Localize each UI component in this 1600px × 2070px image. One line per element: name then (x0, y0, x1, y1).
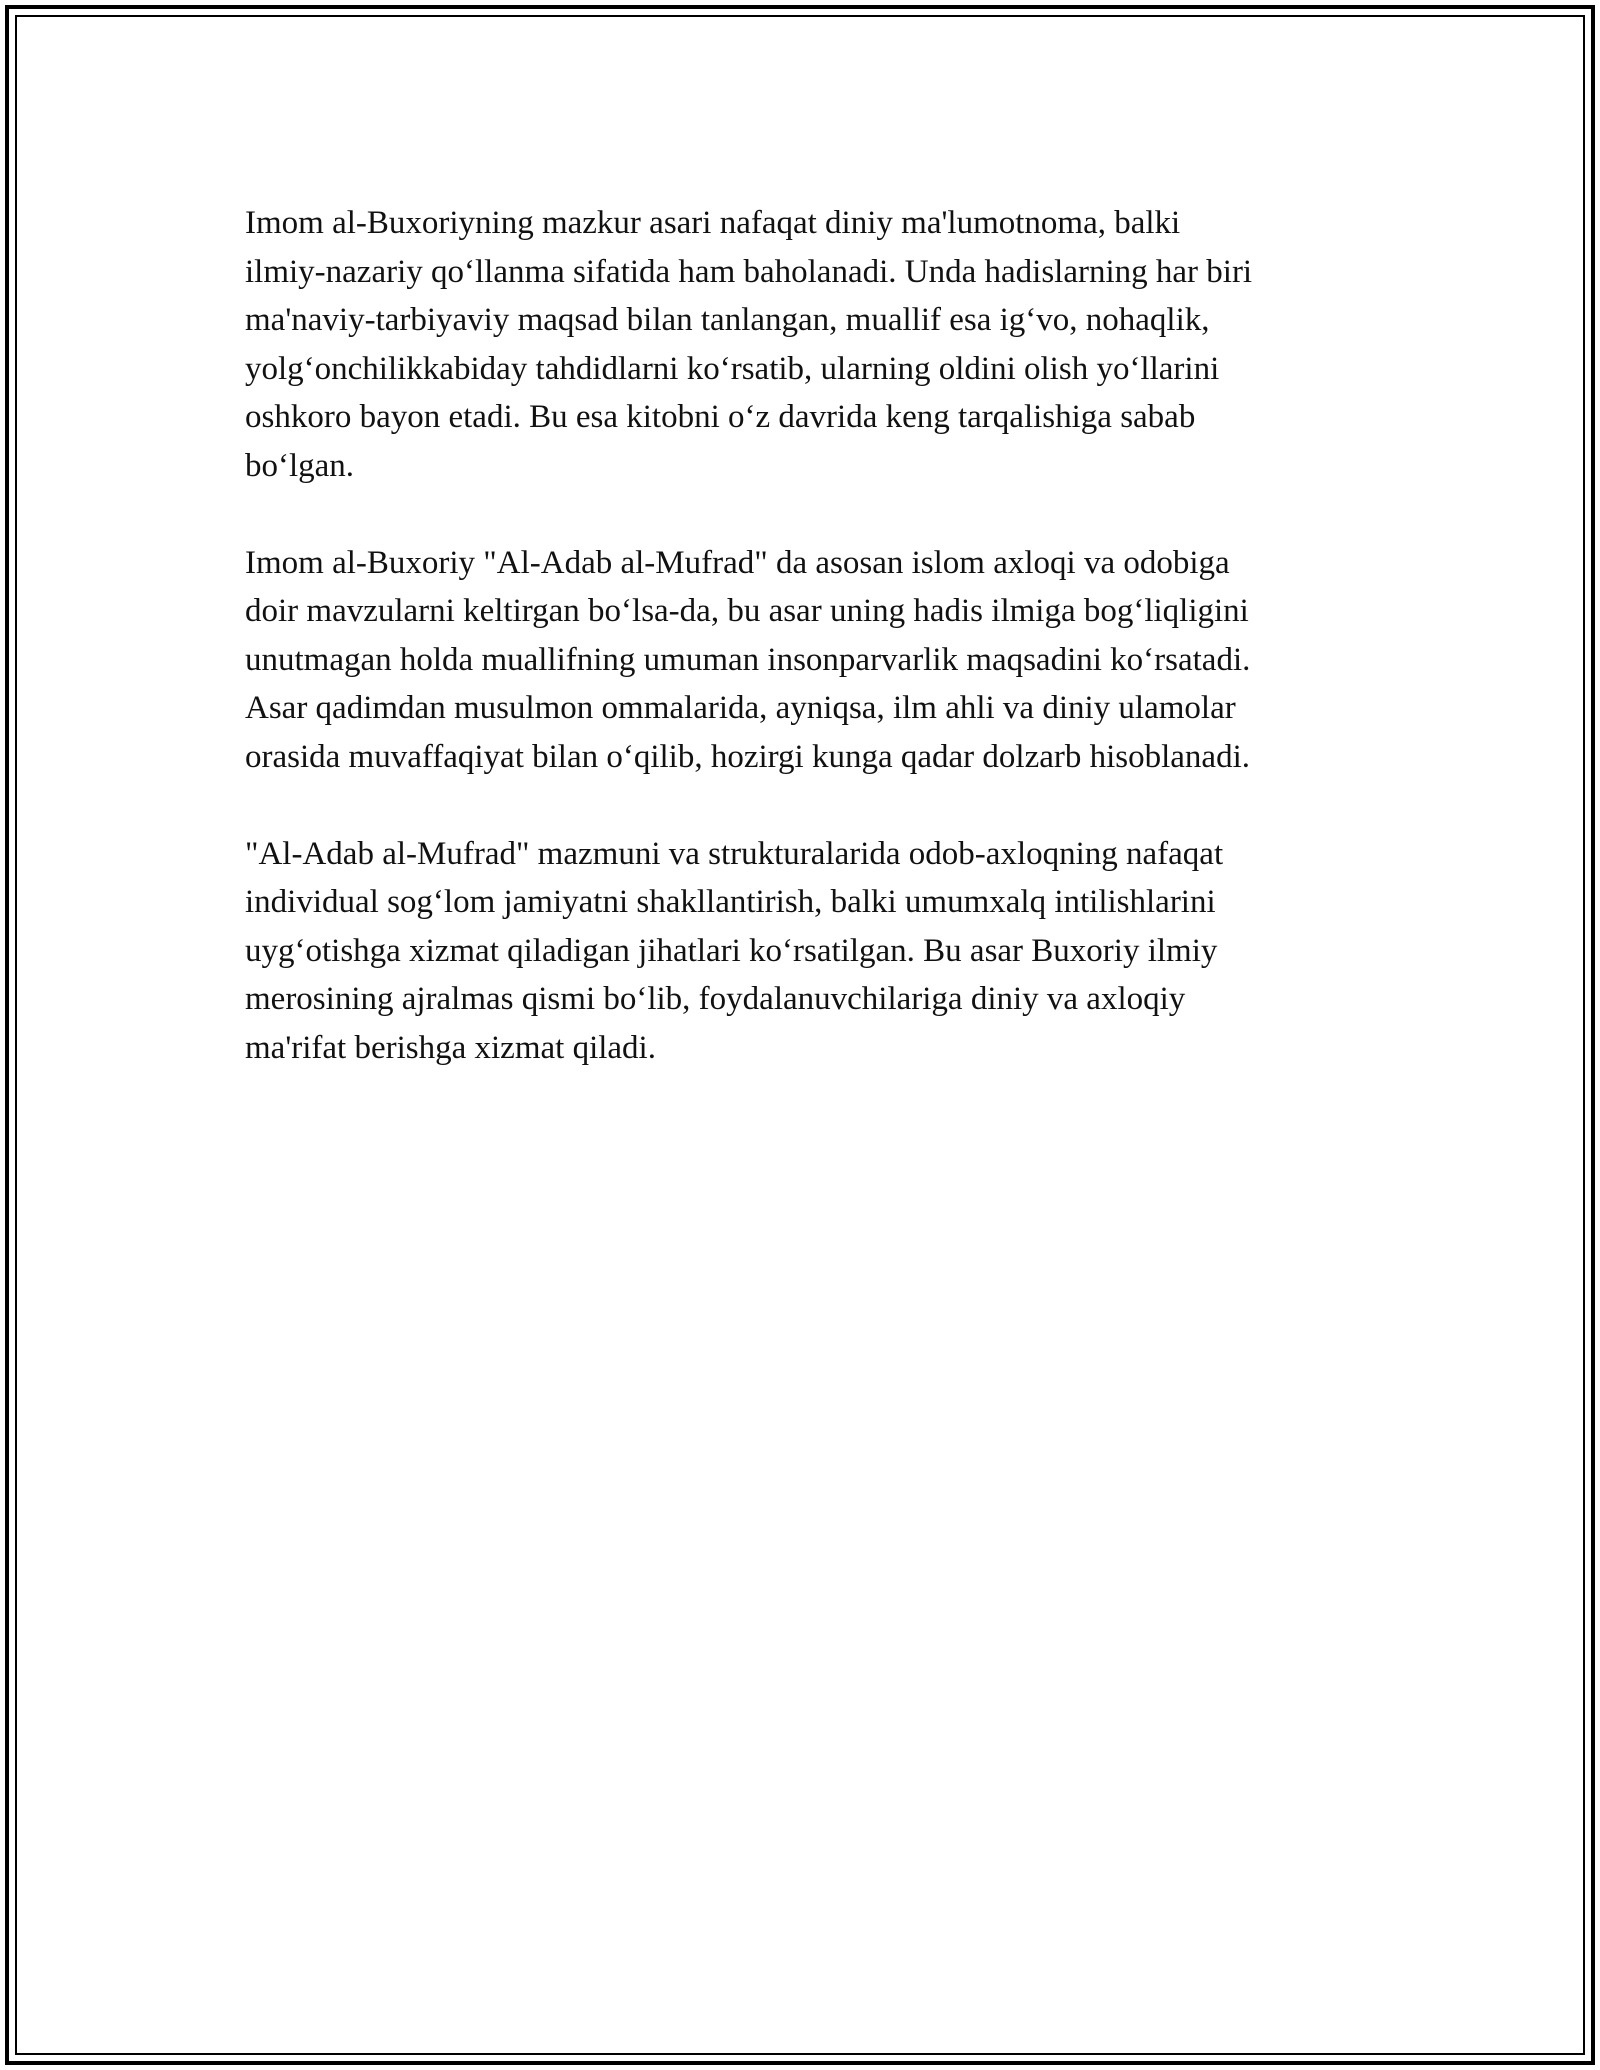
paragraph-3-line-3: uyg‘otishga xizmat qiladigan jihatlari ko‘rsatilgan. Bu asar Buxoriy ilmiy (245, 932, 1218, 969)
paragraph-1 (245, 199, 1375, 490)
paragraph-3-line-5: ma'rifat berishga xizmat qiladi. (245, 1029, 656, 1066)
paragraph-3-line-4: merosining ajralmas qismi bo‘lib, foydalanuvchilariga diniy va axloqiy (245, 981, 1186, 1017)
paragraph-1-line-2: ilmiy-nazariy qo‘llanma sifatida ham baholanadi. Unda hadislarning har biri (245, 253, 1253, 290)
paragraph-2-line-1: Imom al-Buxoriy "Al-Adab al-Mufrad" da asosan islom axloqi va odobiga (245, 544, 1230, 581)
paragraph-2 (245, 539, 1375, 782)
paragraph-3-line-1: "Al-Adab al-Mufrad" mazmuni va strukturalarida odob-axloqning nafaqat (245, 835, 1224, 872)
paragraph-1-line-3: ma'naviy-tarbiyaviy maqsad bilan tanlangan, muallif esa ig‘vo, nohaqlik, (245, 302, 1210, 338)
paragraph-2-line-4: Asar qadimdan musulmon ommalarida, ayniqsa, ilm ahli va diniy ulamolar (245, 690, 1236, 726)
document-body (245, 199, 1375, 1121)
paragraph-2-line-5: orasida muvaffaqiyat bilan o‘qilib, hozirgi kunga qadar dolzarb hisoblanadi. (245, 738, 1251, 775)
paragraph-2-line-2: doir mavzularni keltirgan bo‘lsa-da, bu asar uning hadis ilmiga bog‘liqligini (245, 593, 1249, 629)
paragraph-1-line-1: Imom al-Buxoriyning mazkur asari nafaqat diniy ma'lumotnoma, balki (245, 205, 1181, 241)
page-frame (5, 5, 1595, 2065)
paragraph-1-line-6: bo‘lgan. (245, 447, 355, 484)
paragraph-1-line-5: oshkoro bayon etadi. Bu esa kitobni o‘z davrida keng tarqalishiga sabab (245, 399, 1196, 435)
paragraph-1-line-4: yolg‘onchilikkabiday tahdidlarni ko‘rsatib, ularning oldini olish yo‘llarini (245, 350, 1220, 387)
paragraph-3 (245, 830, 1375, 1073)
paragraph-2-line-3: unutmagan holda muallifning umuman insonparvarlik maqsadini ko‘rsatadi. (245, 641, 1251, 678)
paragraph-3-line-2: individual sog‘lom jamiyatni shakllantirish, balki umumxalq intilishlarini (245, 884, 1216, 920)
